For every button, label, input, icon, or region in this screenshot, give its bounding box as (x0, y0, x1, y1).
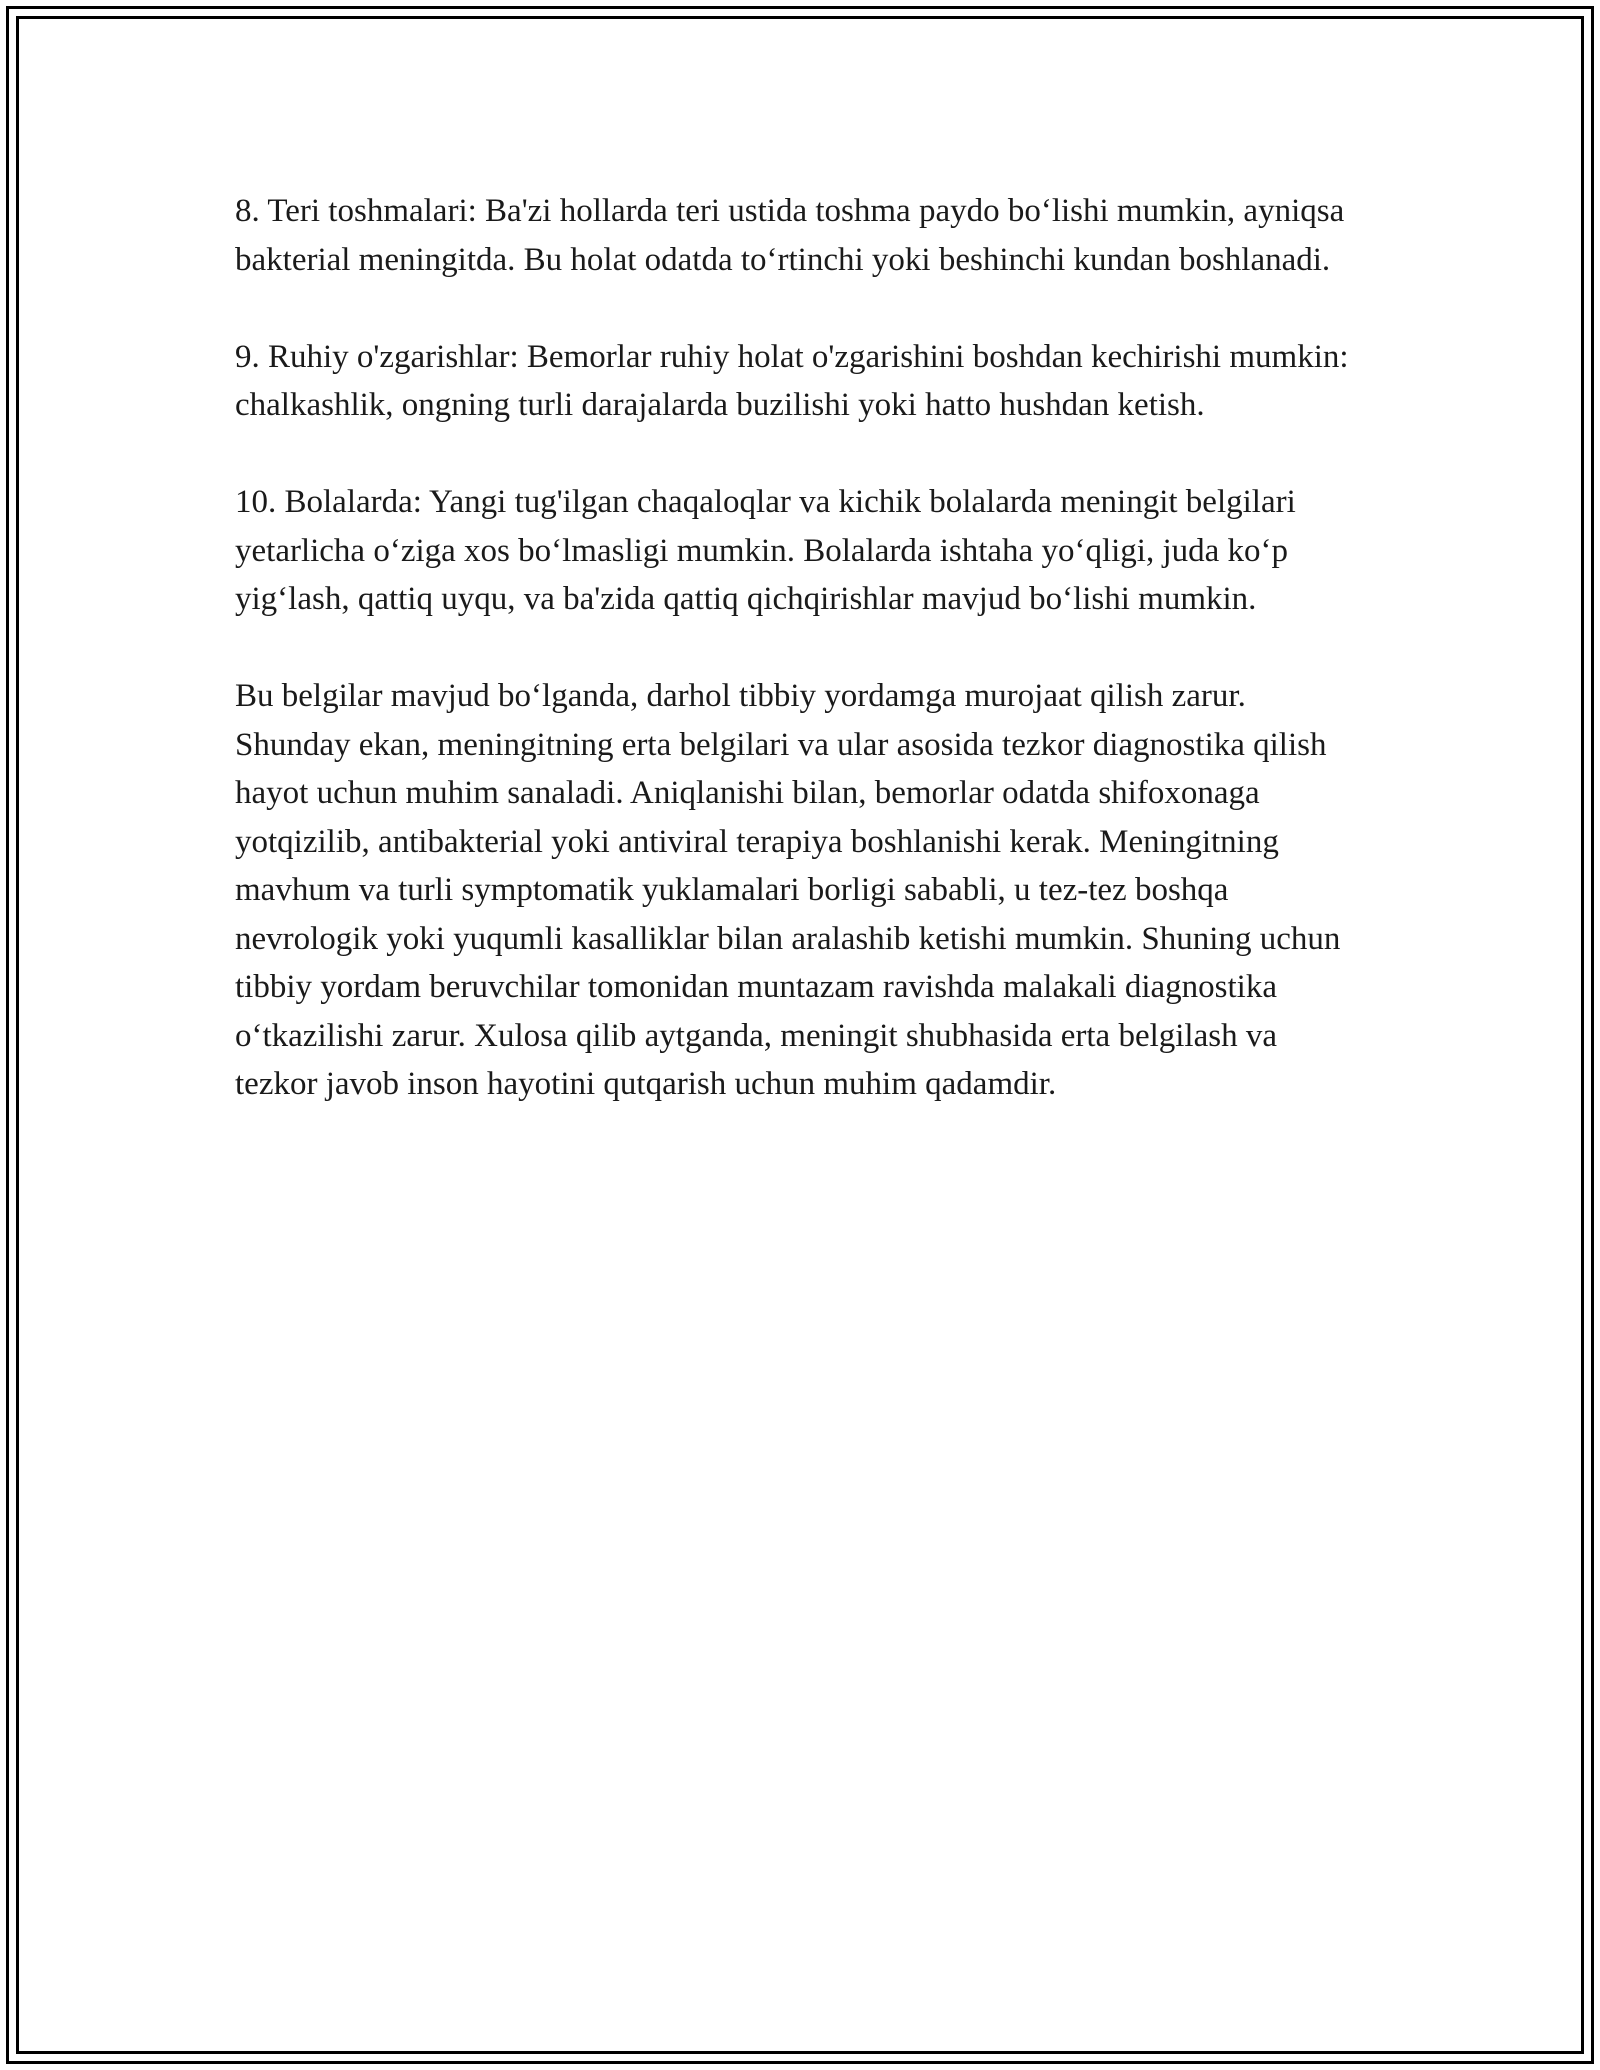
paragraph-mental-changes: 9. Ruhiy o'zgarishlar: Bemorlar ruhiy holat o'zgarishini boshdan kechirishi mumkin: chalkashlik, ongning turli darajalarda buzilishi yoki hatto hushdan ketish. (235, 338, 1349, 423)
paragraph-conclusion: Bu belgilar mavjud bo‘lganda, darhol tibbiy yordamga murojaat qilish zarur. Shunday ekan, meningitning erta belgilari va ular asosida tezkor diagnostika qilish hayot uchun muhim sanaladi. Aniqlanishi bilan, bemorlar odatda shifoxonaga yotqizilib, antibakterial yoki antiviral terapiya boshlanishi kerak. Meningitning mavhum va turli symptomatik yuklamalari borligi sababli, u tez-tez boshqa nevrologik yoki yuqumli kasalliklar bilan aralashib ketishi mumkin. Shuning uchun tibbiy yordam beruvchilar tomonidan muntazam ravishda malakali diagnostika o‘tkazilishi zarur. Xulosa qilib aytganda, meningit shubhasida erta belgilash va tezkor javob inson hayotini qutqarish uchun muhim qadamdir. (235, 678, 1341, 1102)
document-body (235, 187, 1365, 1109)
paragraph-children: 10. Bolalarda: Yangi tug'ilgan chaqaloqlar va kichik bolalarda meningit belgilari yetarlicha o‘ziga xos bo‘lmasligi mumkin. Bolalarda ishtaha yo‘qligi, juda ko‘p yig‘lash, qattiq uyqu, va ba'zida qattiq qichqirishlar mavjud bo‘lishi mumkin. (235, 484, 1296, 617)
paragraph-skin-rash: 8. Teri toshmalari: Ba'zi hollarda teri ustida toshma paydo bo‘lishi mumkin, ayniqsa bakterial meningitda. Bu holat odatda to‘rtinchi yoki beshinchi kundan boshlanadi. (235, 193, 1345, 278)
